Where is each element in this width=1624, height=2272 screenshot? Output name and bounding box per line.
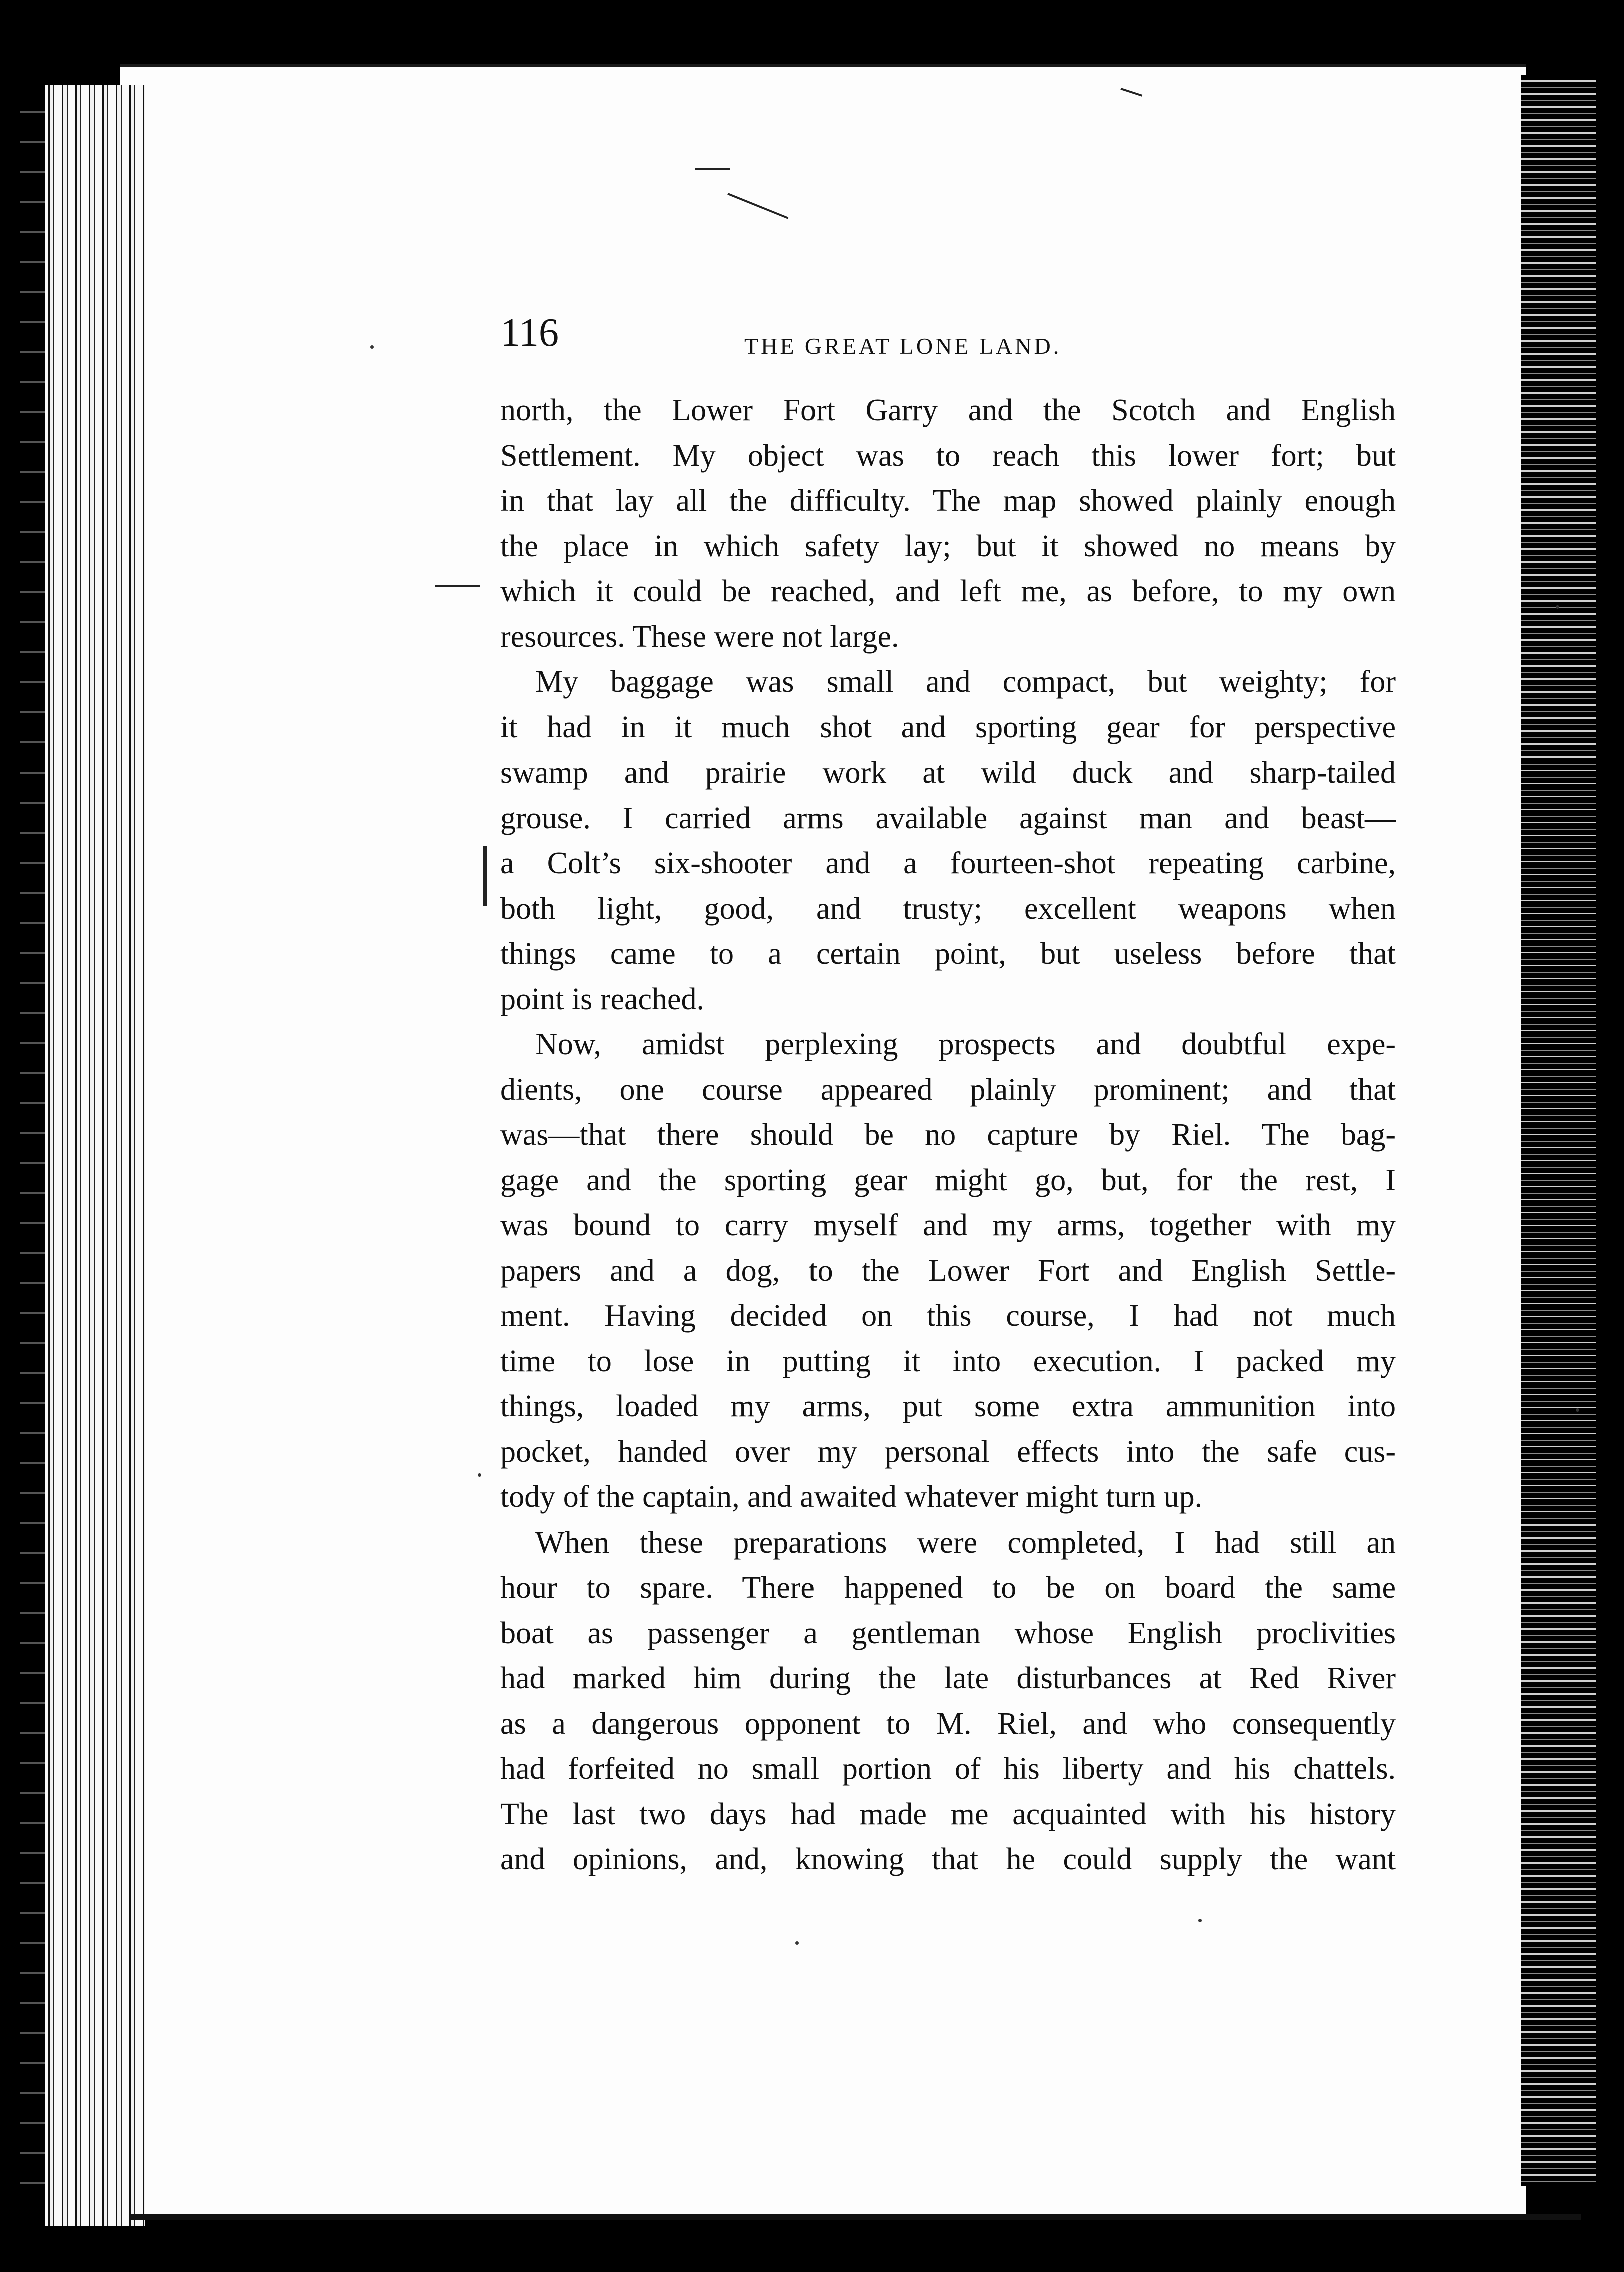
text-line: had forfeited no small portion of his liberty and his chattels. bbox=[500, 1752, 1396, 1786]
text-line: which it could be reached, and left me, as before, to my own bbox=[500, 574, 1396, 608]
ink-speck bbox=[1576, 1408, 1579, 1412]
ink-speck bbox=[370, 345, 374, 349]
bottom-page-edge bbox=[130, 2214, 1581, 2220]
text-line: gage and the sporting gear might go, but, for the rest, I bbox=[500, 1163, 1396, 1197]
text-line: in that lay all the difficulty. The map showed plainly enough bbox=[500, 484, 1396, 518]
text-line: dients, one course appeared plainly prominent; and that bbox=[500, 1072, 1396, 1107]
page-binding-edge bbox=[45, 85, 145, 2226]
text-line: hour to spare. There happened to be on board the same bbox=[500, 1571, 1396, 1605]
paragraph bbox=[500, 1520, 1396, 1882]
ink-speck bbox=[478, 1473, 481, 1477]
text-line: swamp and prairie work at wild duck and sharp-tailed bbox=[500, 755, 1396, 790]
text-line: as a dangerous opponent to M. Riel, and who consequently bbox=[500, 1706, 1396, 1741]
text-line: both light, good, and trusty; excellent weapons when bbox=[500, 891, 1396, 926]
paragraph bbox=[500, 1022, 1396, 1520]
text-line: ment. Having decided on this course, I had not much bbox=[500, 1299, 1396, 1333]
text-line: north, the Lower Fort Garry and the Scotch and English bbox=[500, 393, 1396, 427]
paragraph bbox=[500, 388, 1396, 659]
text-line: was bound to carry myself and my arms, together with my bbox=[500, 1208, 1396, 1242]
text-line: grouse. I carried arms available against man and beast— bbox=[500, 801, 1396, 835]
text-line: My baggage was small and compact, but weighty; for bbox=[535, 665, 1396, 699]
text-line: point is reached. bbox=[500, 982, 705, 1016]
paragraph bbox=[500, 659, 1396, 1022]
text-line: Now, amidst perplexing prospects and doubtful expe- bbox=[535, 1027, 1396, 1061]
body-text bbox=[500, 388, 1396, 1882]
text-line: had marked him during the late disturbances at Red River bbox=[500, 1661, 1396, 1695]
running-head-title: THE GREAT LONE LAND. bbox=[744, 333, 1062, 359]
text-line: it had in it much shot and sporting gear for perspective bbox=[500, 710, 1396, 744]
text-line: time to lose in putting it into execution. I packed my bbox=[500, 1344, 1396, 1378]
text-line: things came to a certain point, but useless before that bbox=[500, 937, 1396, 971]
text-line: The last two days had made me acquainted with his history bbox=[500, 1797, 1396, 1831]
text-line: boat as passenger a gentleman whose English proclivities bbox=[500, 1616, 1396, 1650]
page-fore-edge bbox=[1521, 75, 1596, 2186]
text-line: tody of the captain, and awaited whatever might turn up. bbox=[500, 1480, 1203, 1514]
text-line: things, loaded my arms, put some extra ammunition into bbox=[500, 1389, 1396, 1423]
top-page-edge bbox=[120, 64, 1526, 67]
text-line: When these preparations were completed, I had still an bbox=[535, 1525, 1396, 1560]
text-line: and opinions, and, knowing that he could supply the want bbox=[500, 1842, 1396, 1876]
ink-speck bbox=[1198, 1919, 1202, 1922]
text-line: resources. These were not large. bbox=[500, 619, 899, 654]
text-line: pocket, handed over my personal effects into the safe cus- bbox=[500, 1434, 1396, 1469]
margin-bracket bbox=[483, 846, 487, 906]
margin-mark bbox=[435, 585, 480, 587]
ink-speck bbox=[1556, 605, 1559, 609]
ink-speck bbox=[795, 1941, 799, 1945]
text-line: Settlement. My object was to reach this lower fort; but bbox=[500, 438, 1396, 473]
text-line: papers and a dog, to the Lower Fort and English Settle- bbox=[500, 1253, 1396, 1288]
page-number: 116 bbox=[500, 311, 559, 355]
ink-mark bbox=[695, 168, 730, 170]
text-line: was—that there should be no capture by Riel. The bag- bbox=[500, 1118, 1396, 1152]
text-line: a Colt’s six-shooter and a fourteen-shot repeating carbine, bbox=[500, 846, 1396, 880]
text-line: the place in which safety lay; but it showed no means by bbox=[500, 529, 1396, 563]
